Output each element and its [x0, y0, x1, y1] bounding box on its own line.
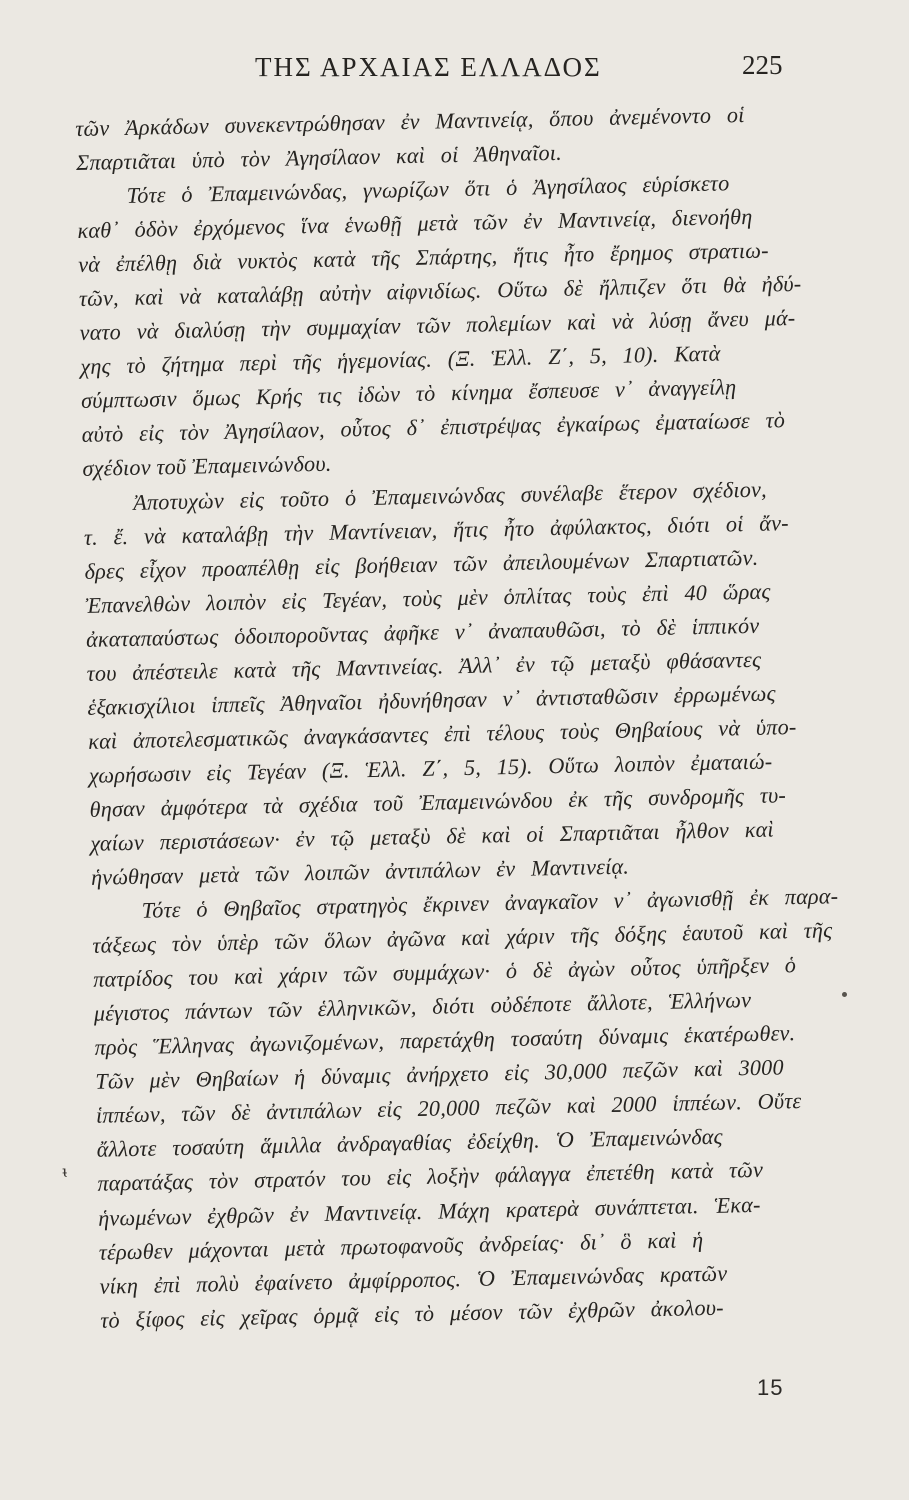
text-line: ἡνωμένων ἐχθρῶν ἐν Μαντινείᾳ. Μάχη κρατερὰ συνάπτεται. Ἑκα- [97, 1191, 761, 1231]
body-text [75, 96, 853, 1337]
text-line: νὰ ἐπέλθῃ διὰ νυκτὸς κατὰ τῆς Σπάρτης, ἥτις ἦτο ἔρημος στρατιω- [77, 237, 769, 278]
text-line: πατρίδος του καὶ χάριν τῶν συμμάχων· ὁ δὲ ἀγὼν οὗτος ὑπῆρξεν ὁ [92, 952, 797, 992]
text-line: σύμπτωσιν ὅμως Κρής τις ἰδὼν τὸ κίνημα ἔσπευσε ν᾽ ἀναγγείλῃ [80, 374, 737, 414]
running-head [0, 52, 909, 86]
text-line: ἡνώθησαν μετὰ τῶν λοιπῶν ἀντιπάλων ἐν Μαντινείᾳ. [90, 853, 630, 890]
text-line: τὸ ξίφος εἰς χεῖρας ὁρμᾷ εἰς τὸ μέσον τῶν ἐχθρῶν ἀκολου- [100, 1294, 724, 1333]
text-line: Τῶν μὲν Θηβαίων ἡ δύναμις ἀνήρχετο εἰς 30,000 πεζῶν καὶ 3000 [95, 1054, 784, 1095]
text-line: θησαν ἀμφότερα τὰ σχέδια τοῦ Ἐπαμεινώνδου ἐκ τῆς συνδρομῆς τυ- [89, 782, 787, 822]
text-line: χαίων περιστάσεων· ἐν τῷ μεταξὺ δὲ καὶ οἱ Σπαρτιᾶται ἦλθον καὶ [90, 816, 775, 856]
text-line: νατο νὰ διαλύσῃ τὴν συμμαχίαν τῶν πολεμίων καὶ νὰ λύσῃ ἄνευ μά- [79, 305, 796, 346]
text-line: χωρήσωσιν εἰς Τεγέαν (Ξ. Ἑλλ. Ζ΄, 5, 15). Οὕτω λοιπὸν ἐματαιώ- [88, 748, 773, 788]
text-line: ἱππέων, τῶν δὲ ἀντιπάλων εἰς 20,000 πεζῶν καὶ 2000 ἱππέων. Οὔτε [95, 1088, 802, 1129]
text-line: νίκη ἐπὶ πολὺ ἐφαίνετο ἀμφίρροπος. Ὁ Ἐπαμεινώνδας κρατῶν [99, 1260, 728, 1299]
text-line: ἀκαταπαύστως ὁδοιποροῦντας ἀφῆκε ν᾽ ἀναπαυθῶσι, τὸ δὲ ἱππικόν [85, 612, 760, 652]
text-line: ἑξακισχίλιοι ἱππεῖς Ἀθηναῖοι ἠδυνήθησαν ν᾽ ἀντισταθῶσιν ἐρρωμένως [87, 680, 776, 720]
text-line: χης τὸ ζήτημα περὶ τῆς ἡγεμονίας. (Ξ. Ἑλλ. Ζ΄, 5, 10). Κατὰ [80, 340, 721, 380]
stray-ink-dot [842, 992, 847, 997]
text-line: Τότε ὁ Ἐπαμεινώνδας, γνωρίζων ὅτι ὁ Ἀγησίλαος εὑρίσκετο [126, 170, 730, 209]
text-line: τάξεως τὸν ὑπὲρ τῶν ὅλων ἀγῶνα καὶ χάριν τῆς δόξης ἑαυτοῦ καὶ τῆς [92, 917, 833, 958]
text-line: Ἐπανελθὼν λοιπὸν εἰς Τεγέαν, τοὺς μὲν ὁπλίτας τοὺς ἐπὶ 40 ὥρας [85, 578, 771, 618]
printer-signature-mark: 15 [757, 1375, 784, 1400]
text-line: αὐτὸ εἰς τὸν Ἀγησίλαον, οὗτος δ᾽ ἐπιστρέψας ἐγκαίρως ἐματαίωσε τὸ [81, 407, 786, 448]
text-line: τῶν, καὶ νὰ καταλάβῃ αὐτὴν αἰφνιδίως. Οὕτω δὲ ἤλπιζεν ὅτι θὰ ἠδύ- [78, 271, 802, 312]
text-line: του ἀπέστειλε κατὰ τῆς Μαντινείας. Ἀλλ᾽ ἐν τῷ μεταξὺ φθάσαντες [86, 646, 762, 686]
text-line: πρὸς Ἕλληνας ἀγωνιζομένων, παρετάχθη τοσαύτη δύναμις ἑκατέρωθεν. [94, 1020, 796, 1061]
text-line: τῶν Ἀρκάδων συνεκεντρώθησαν ἐν Μαντινείᾳ, ὅπου ἀνεμένοντο οἱ [75, 101, 745, 141]
text-line: Ἀποτυχὼν εἰς τοῦτο ὁ Ἐπαμεινώνδας συνέλαβε ἕτερον σχέδιον, [132, 476, 768, 515]
text-line: παρατάξας τὸν στρατόν του εἰς λοξὴν φάλαγγα ἐπετέθη κατὰ τῶν [97, 1157, 764, 1197]
page-number: 225 [742, 50, 783, 80]
text-line: Σπαρτιᾶται ὑπὸ τὸν Ἀγησίλαον καὶ οἱ Ἀθηναῖοι. [75, 139, 563, 176]
text-line: καθ᾽ ὁδὸν ἐρχόμενος ἵνα ἑνωθῇ μετὰ τῶν ἐν Μαντινείᾳ, διενοήθη [77, 203, 753, 244]
text-line: τ. ἔ. νὰ καταλάβῃ τὴν Μαντίνειαν, ἥτις ἦτο ἀφύλακτος, διότι οἱ ἄν- [83, 509, 789, 550]
text-line: σχέδιον τοῦ Ἐπαμεινώνδου. [82, 451, 332, 482]
text-line: τέρωθεν μάχονται μετὰ πρωτοφανοῦς ἀνδρείας· δι᾽ ὃ καὶ ἡ [98, 1226, 704, 1265]
text-line: καὶ ἀποτελεσματικῶς ἀναγκάσαντες ἐπὶ τέλους τοὺς Θηβαίους νὰ ὑπο- [87, 713, 797, 754]
text-line: Τότε ὁ Θηβαῖος στρατηγὸς ἔκρινεν ἀναγκαῖον ν᾽ ἀγωνισθῇ ἐκ παρα- [141, 883, 839, 923]
text-line: μέγιστος πάντων τῶν ἑλληνικῶν, διότι οὐδέποτε ἄλλοτε, Ἑλλήνων [93, 987, 752, 1027]
page-title: ΤΗΣ ΑΡΧΑΙΑΣ ΕΛΛΑΔΟΣ [255, 52, 602, 82]
text-line: δρες εἶχον προαπέλθῃ εἰς βοήθειαν τῶν ἀπειλουμένων Σπαρτιατῶν. [84, 544, 759, 584]
text-line: ἄλλοτε τοσαύτη ἅμιλλα ἀνδραγαθίας ἐδείχθη. Ὁ Ἐπαμεινώνδας [96, 1124, 724, 1163]
stray-ink-mark: ᵼ [62, 1162, 69, 1181]
